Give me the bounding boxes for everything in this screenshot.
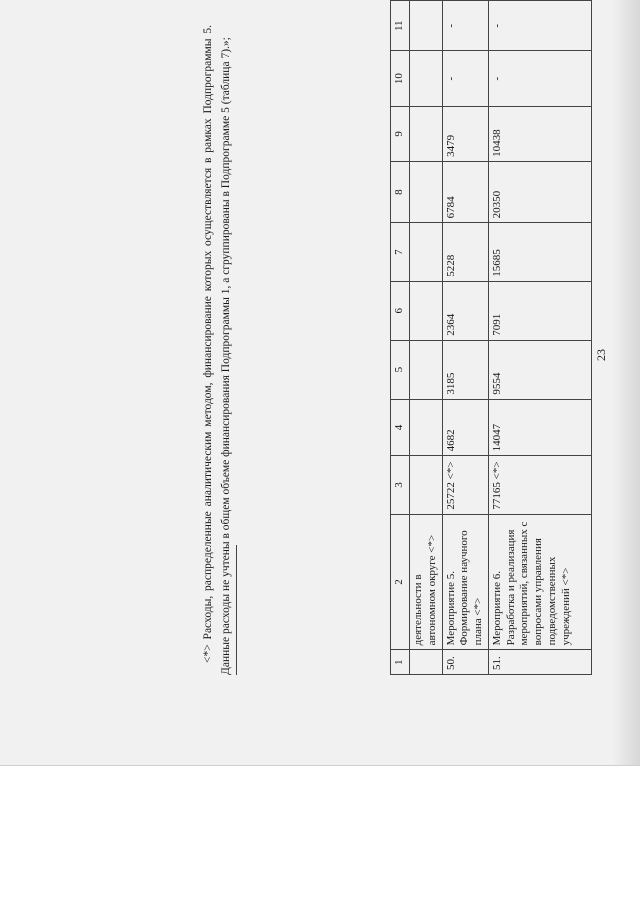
row-number: 51.	[488, 650, 591, 675]
cell-value: 10438	[488, 106, 591, 161]
column-header: 3	[391, 456, 410, 514]
footnote-text: <*> Расходы, распределенные аналитическим методом, финансирование которых осуществляется в рамках Подпрограммы 5. Данные расходы не учтены в общем объеме финансирования Подпрограммы 1, а сгруппированы в Подпрограмме 5 (таблица 7).»;	[202, 25, 232, 675]
cell-value	[410, 281, 443, 340]
cell-value: 4682	[442, 399, 488, 456]
cell-value: -	[488, 1, 591, 51]
footnote	[200, 25, 236, 675]
page-number: 23	[594, 349, 608, 361]
column-header: 8	[391, 161, 410, 223]
cell-value: 7091	[488, 281, 591, 340]
row-name: деятельности в автономном округе <*>	[410, 514, 443, 650]
cell-value: 3479	[442, 106, 488, 161]
cell-value: 2364	[442, 281, 488, 340]
cell-value	[410, 161, 443, 223]
cell-value: 20350	[488, 161, 591, 223]
row-number: 50.	[442, 650, 488, 675]
cell-value	[410, 223, 443, 281]
cell-total: 77165 <*>	[488, 456, 591, 514]
cell-total	[410, 456, 443, 514]
funding-table	[390, 0, 592, 675]
cell-value: -	[442, 1, 488, 51]
cell-value	[410, 106, 443, 161]
cell-value: 6784	[442, 161, 488, 223]
cell-value: 15685	[488, 223, 591, 281]
column-header: 11	[391, 1, 410, 51]
row-name: Мероприятие 5. Формирование научного плана <*>	[442, 514, 488, 650]
cell-value: -	[488, 51, 591, 106]
column-header: 6	[391, 281, 410, 340]
cell-value: 5228	[442, 223, 488, 281]
cell-total: 25722 <*>	[442, 456, 488, 514]
footnote-separator	[236, 545, 237, 675]
column-header: 7	[391, 223, 410, 281]
cell-value	[410, 1, 443, 51]
cell-value: 3185	[442, 340, 488, 399]
cell-value: 9554	[488, 340, 591, 399]
cell-value	[410, 340, 443, 399]
row-name: Мероприятие 6. Разработка и реализация мероприятий, связанных с вопросами управления подведомственных учреждений <*>	[488, 514, 591, 650]
column-header: 5	[391, 340, 410, 399]
column-header: 10	[391, 51, 410, 106]
column-header: 9	[391, 106, 410, 161]
table-row	[442, 1, 488, 675]
cell-value	[410, 51, 443, 106]
column-header: 2	[391, 514, 410, 650]
table-row	[410, 1, 443, 675]
cell-value: -	[442, 51, 488, 106]
table-header-row	[391, 1, 410, 675]
table-row	[488, 1, 591, 675]
column-header: 4	[391, 399, 410, 456]
row-number	[410, 650, 443, 675]
cell-value	[410, 399, 443, 456]
column-header: 1	[391, 650, 410, 675]
cell-value: 14047	[488, 399, 591, 456]
